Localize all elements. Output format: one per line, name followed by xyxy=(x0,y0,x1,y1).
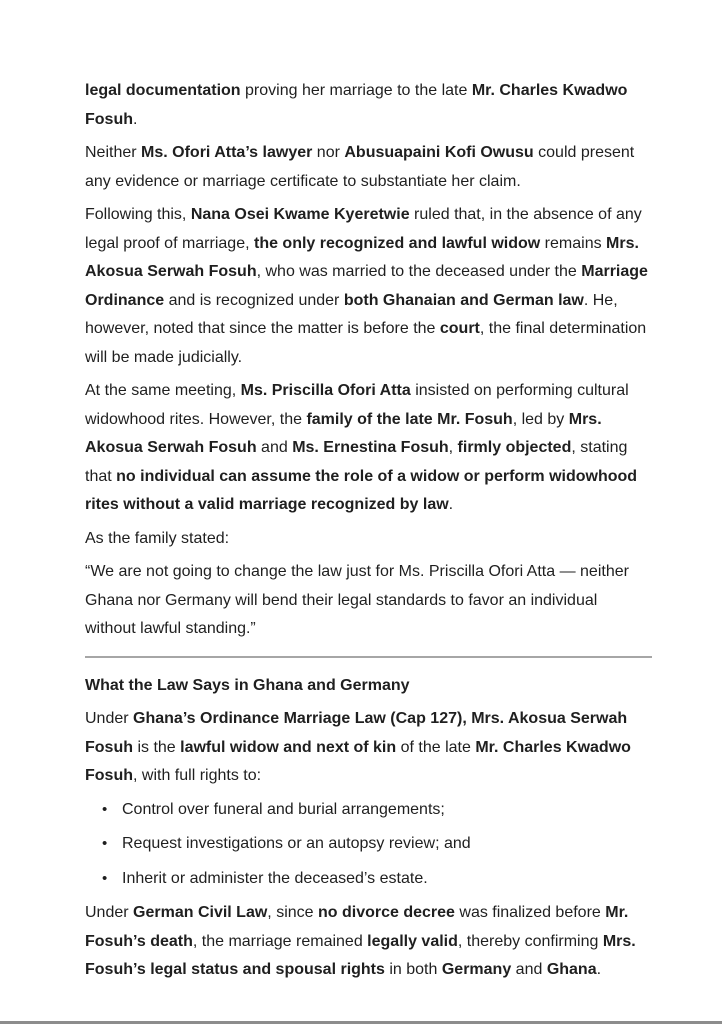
paragraph xyxy=(85,139,652,196)
text-run: , led by xyxy=(512,410,569,428)
text-run: could present any evidence or marriage certificate to substantiate her claim. xyxy=(85,144,635,190)
text-run: , the marriage remained xyxy=(192,932,368,950)
text-run: no individual can assume the role of a widow or perform widowhood rites without a valid marriage recognized by law xyxy=(85,467,638,513)
paragraph xyxy=(85,558,652,644)
text-run: Mrs. Akosua Serwah Fosuh xyxy=(85,410,602,456)
text-run: , stating that xyxy=(85,439,628,485)
text-run: in both xyxy=(384,961,442,978)
text-run: Request investigations or an autopsy review; and xyxy=(122,835,471,852)
text-run: , who was married to the deceased under the xyxy=(256,263,582,280)
bullet-dot-icon: • xyxy=(102,800,108,818)
text-run: , since xyxy=(267,904,318,921)
text-run: , thereby confirming xyxy=(457,932,603,950)
text-run: Abusuapaini Kofi Owusu xyxy=(344,144,534,161)
text-run: What the Law Says in Ghana and Germany xyxy=(85,676,410,694)
text-run: Mrs. Akosua Serwah Fosuh xyxy=(85,234,639,280)
text-run: is the xyxy=(133,738,181,756)
text-run: Marriage Ordinance xyxy=(85,263,648,309)
text-run: ruled that, in the absence of any legal proof of marriage, xyxy=(85,206,642,252)
text-run: Under xyxy=(85,710,134,727)
text-run: Ms. Ofori Atta’s lawyer xyxy=(141,144,313,161)
paragraph xyxy=(85,525,652,554)
text-run: no divorce decree xyxy=(317,904,455,921)
text-run: court xyxy=(439,320,480,337)
text-run: Ms. Priscilla Ofori Atta xyxy=(240,382,411,399)
text-run: Nana Osei Kwame Kyeretwie xyxy=(190,206,410,223)
text-run: both Ghanaian and German law xyxy=(343,291,584,309)
text-run: of the late xyxy=(396,738,476,756)
text-run: , with full rights to: xyxy=(133,767,262,784)
text-run: As the family stated: xyxy=(85,529,230,547)
text-run: nor xyxy=(312,144,345,161)
text-run: Mr. Charles Kwadwo Fosuh xyxy=(85,82,628,128)
text-run: the only recognized and lawful widow xyxy=(253,234,541,252)
text-run: and xyxy=(256,439,293,456)
document-body xyxy=(85,77,652,990)
text-run: Control over funeral and burial arrangements; xyxy=(122,800,445,818)
text-run: German Civil Law xyxy=(133,904,268,921)
text-run: and xyxy=(511,961,547,978)
text-run: insisted on performing cultural widowhood rites. However, the xyxy=(85,382,629,428)
paragraph xyxy=(85,77,652,134)
section-divider xyxy=(85,656,652,658)
text-run: Mrs. Fosuh’s legal status and spousal rights xyxy=(85,932,636,978)
section-heading xyxy=(85,672,652,701)
text-run: Ghana’s Ordinance Marriage Law (Cap 127), Mrs. Akosua Serwah Fosuh xyxy=(85,710,628,756)
text-run: lawful widow and next of kin xyxy=(180,738,397,756)
text-run: . xyxy=(596,961,602,978)
bullet-item xyxy=(85,796,652,825)
text-run: , xyxy=(448,439,458,456)
text-run: Neither xyxy=(85,144,142,161)
text-run: . He, however, noted that since the matter is before the xyxy=(85,291,618,337)
text-run: remains xyxy=(540,234,607,252)
bullet-item xyxy=(85,865,652,894)
text-run: , the final determination will be made judicially. xyxy=(85,320,647,366)
paragraph xyxy=(85,705,652,791)
text-run: firmly objected xyxy=(457,439,572,456)
text-run: and is recognized under xyxy=(164,291,344,309)
text-run: legal documentation xyxy=(85,82,241,99)
bullet-item xyxy=(85,830,652,859)
text-run: Under xyxy=(85,904,134,921)
bullet-dot-icon: • xyxy=(102,835,108,852)
text-run: Germany xyxy=(441,961,512,978)
text-run: . xyxy=(133,110,138,128)
paragraph xyxy=(85,201,652,372)
text-run: legally valid xyxy=(367,932,458,950)
paragraph xyxy=(85,899,652,985)
paragraph xyxy=(85,377,652,520)
text-run: Inherit or administer the deceased’s estate. xyxy=(122,869,428,887)
bullet-list xyxy=(85,796,652,894)
bullet-dot-icon: • xyxy=(102,869,108,887)
text-run: At the same meeting, xyxy=(85,382,241,399)
text-run: proving her marriage to the late xyxy=(240,82,472,99)
text-run: family of the late Mr. Fosuh xyxy=(306,410,513,428)
text-run: was finalized before xyxy=(454,904,606,921)
text-run: . xyxy=(448,496,454,513)
text-run: Ghana xyxy=(546,961,597,978)
text-run: Following this, xyxy=(85,206,191,223)
text-run: Mr. Fosuh’s death xyxy=(85,904,629,950)
text-run: Mr. Charles Kwadwo Fosuh xyxy=(85,738,631,784)
text-run: Ms. Ernestina Fosuh xyxy=(292,439,449,456)
text-run: “We are not going to change the law just for Ms. Priscilla Ofori Atta — neither Ghana nor Germany will bend their legal standards to favor an individual without lawful standing.” xyxy=(85,563,629,637)
